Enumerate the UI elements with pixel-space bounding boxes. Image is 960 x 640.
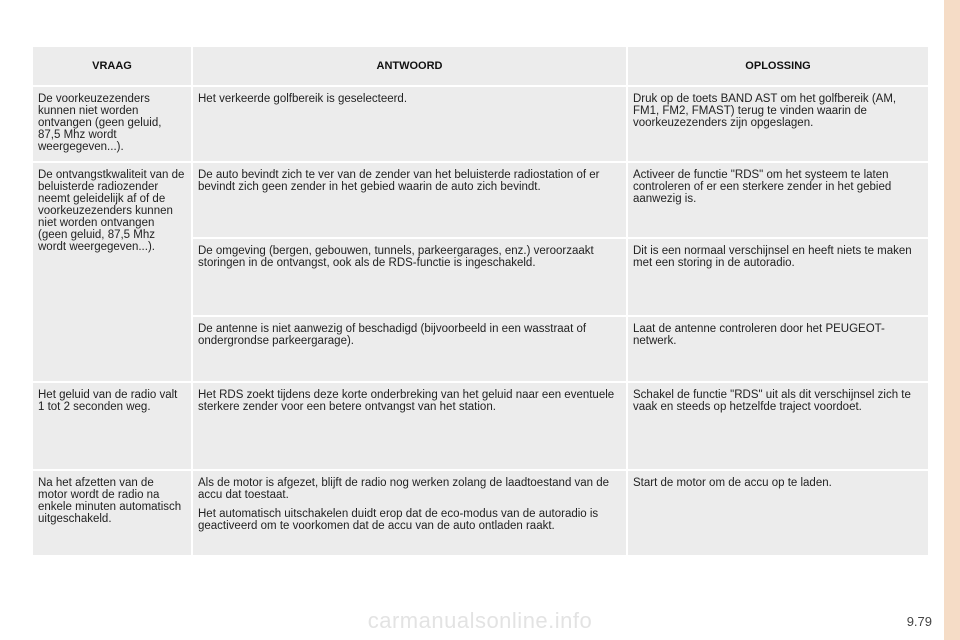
table-row xyxy=(32,470,929,556)
answer-text: Het verkeerde golfbereik is geselecteerd. xyxy=(198,93,408,105)
solution-cell: Dit is een normaal verschijnsel en heeft niets te maken met een storing in de autoradio. xyxy=(627,238,929,316)
answer-cell xyxy=(192,470,627,556)
solution-cell: Start de motor om de accu op te laden. xyxy=(627,470,929,556)
answer-cell xyxy=(192,238,627,316)
answer-text: Het automatisch uitschakelen duidt erop dat de eco-modus van de autoradio is geactiveerd om te voorkomen dat de accu van de auto ontladen raakt. xyxy=(198,508,599,532)
answer-text: De antenne is niet aanwezig of beschadigd (bijvoorbeeld in een wasstraat of ondergrondse parkeergarage). xyxy=(198,323,587,347)
answer-cell xyxy=(192,316,627,382)
solution-cell: Laat de antenne controleren door het PEUGEOT-netwerk. xyxy=(627,316,929,382)
answer-cell xyxy=(192,86,627,162)
question-cell: De ontvangstkwaliteit van de beluisterde radiozender neemt geleidelijk af of de voorkeuzezenders kunnen niet worden ontvangen (geen geluid, 87,5 Mhz wordt weergegeven...). xyxy=(32,162,192,382)
table-row xyxy=(32,162,929,238)
header-question: VRAAG xyxy=(32,46,192,86)
question-cell: Na het afzetten van de motor wordt de radio na enkele minuten automatisch uitgeschakeld. xyxy=(32,470,192,556)
question-cell: De voorkeuzezenders kunnen niet worden ontvangen (geen geluid, 87,5 Mhz wordt weergegeven...). xyxy=(32,86,192,162)
answer-text: Het RDS zoekt tijdens deze korte onderbreking van het geluid naar een eventuele sterkere zender voor een betere ontvangst van het station. xyxy=(198,389,615,413)
answer-text: Als de motor is afgezet, blijft de radio nog werken zolang de laadtoestand van de accu dat toestaat. xyxy=(198,477,610,501)
answer-cell xyxy=(192,382,627,470)
answer-text: De auto bevindt zich te ver van de zender van het beluisterde radiostation of er bevindt zich geen zender in het gebied waarin de auto zich bevindt. xyxy=(198,169,600,193)
watermark: carmanualsonline.info xyxy=(367,608,593,633)
table-header-row xyxy=(32,46,929,86)
solution-cell: Schakel de functie "RDS" uit als dit verschijnsel zich te vaak en steeds op hetzelfde traject voordoet. xyxy=(627,382,929,470)
answer-text: De omgeving (bergen, gebouwen, tunnels, parkeergarages, enz.) veroorzaakt storingen in de ontvangst, ook als de RDS-functie is ingeschakeld. xyxy=(198,245,594,269)
solution-cell: Druk op de toets BAND AST om het golfbereik (AM, FM1, FM2, FMAST) terug te vinden waarin de voorkeuzezenders zijn opgeslagen. xyxy=(627,86,929,162)
header-answer: ANTWOORD xyxy=(192,46,627,86)
table-row xyxy=(32,382,929,470)
header-solution: OPLOSSING xyxy=(627,46,929,86)
solution-cell: Activeer de functie "RDS" om het systeem te laten controleren of er een sterkere zender in het gebied aanwezig is. xyxy=(627,162,929,238)
page-number: 9.79 xyxy=(906,614,932,629)
answer-cell xyxy=(192,162,627,238)
question-cell: Het geluid van de radio valt 1 tot 2 seconden weg. xyxy=(32,382,192,470)
side-accent-strip xyxy=(944,0,960,640)
table-row xyxy=(32,86,929,162)
troubleshooting-table xyxy=(31,45,930,557)
